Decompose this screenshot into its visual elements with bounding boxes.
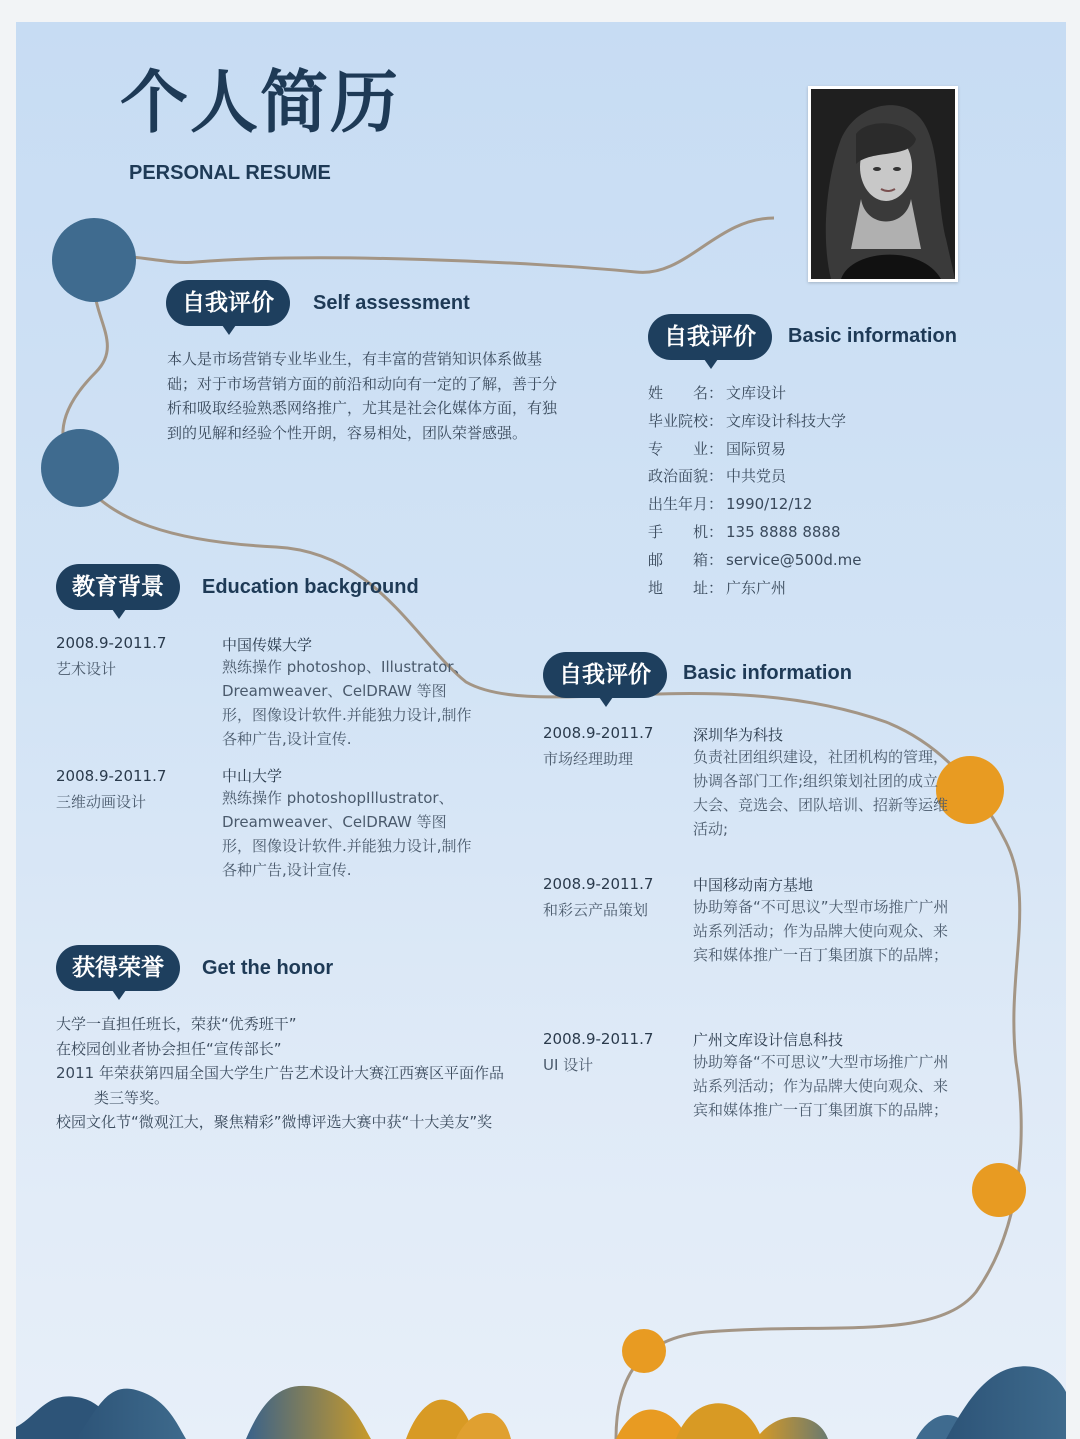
experience-date: 2008.9-2011.7 (543, 1030, 654, 1048)
education-school: 中山大学 (222, 767, 283, 785)
education-desc: 熟练操作 photoshopIllustrator、Dreamweaver、CelDRAW 等图形，图像设计软件.并能独力设计,制作各种广告,设计宣传. (222, 789, 472, 879)
info-row-politics (648, 465, 786, 486)
deco-circle-blue-1 (52, 218, 136, 302)
info-label: 姓 名： (648, 384, 724, 402)
info-label: 出生年月： (648, 495, 724, 513)
education-heading: 教育背景 (56, 564, 180, 610)
info-label: 专 业： (648, 440, 724, 458)
deco-circle-orange-2 (972, 1163, 1026, 1217)
info-label: 毕业院校： (648, 412, 724, 430)
experience-date: 2008.9-2011.7 (543, 724, 654, 742)
deco-mountain-7 (676, 1403, 762, 1439)
deco-mountain-8 (756, 1417, 828, 1439)
deco-circle-orange-3 (622, 1329, 666, 1373)
page-title: 个人简历 (120, 64, 401, 143)
education-date: 2008.9-2011.7 (56, 767, 167, 785)
experience-company: 广州文库设计信息科技 (693, 1031, 844, 1049)
education-desc: 熟练操作 photoshop、Illustrator、Dreamweaver、CelDRAW 等图形，图像设计软件.并能独力设计,制作各种广告,设计宣传. (222, 658, 472, 748)
experience-desc: 负责社团组织建设，社团机构的管理，协调各部门工作;组织策划社团的成立大会、竞选会、团队培训、招新等运维活动; (693, 748, 949, 838)
education-major: 艺术设计 (56, 660, 117, 678)
self-assessment-text: 本人是市场营销专业毕业生，有丰富的营销知识体系做基础；对于市场营销方面的前沿和动向有一定的了解，善于分析和吸取经验熟悉网络推广，尤其是社会化媒体方面，有独到的见解和经验个性开朗，容易相处，团队荣誉感强。 (167, 350, 558, 442)
experience-role: 和彩云产品策划 (543, 901, 649, 919)
info-row-address (648, 577, 786, 598)
info-value: 文库设计科技大学 (726, 412, 847, 430)
honor-item: 2011 年荣获第四届全国大学生广告艺术设计大赛江西赛区平面作品类三等奖。 (56, 1064, 504, 1107)
education-date: 2008.9-2011.7 (56, 634, 167, 652)
experience-company: 深圳华为科技 (693, 726, 784, 744)
info-label: 邮 箱： (648, 551, 724, 569)
deco-circle-blue-2 (41, 429, 119, 507)
portrait-photo-icon (811, 89, 955, 279)
info-value: 国际贸易 (726, 440, 787, 458)
info-row-email (648, 549, 862, 570)
info-value: 中共党员 (726, 467, 787, 485)
honor-item: 校园文化节“微观江大，聚焦精彩”微博评选大赛中获“十大美友”奖 (56, 1113, 493, 1131)
education-major: 三维动画设计 (56, 793, 147, 811)
experience-date: 2008.9-2011.7 (543, 875, 654, 893)
self-assessment-heading-en: Self assessment (313, 292, 470, 314)
info-value: 135 8888 8888 (726, 523, 841, 541)
deco-mountain-6 (616, 1409, 688, 1439)
basic-info-heading-en: Basic information (788, 325, 957, 347)
info-label: 政治面貌： (648, 467, 724, 485)
experience-desc: 协助筹备“不可思议”大型市场推广广州站系列活动；作为品牌大使向观众、来宾和媒体推广一百丁集团旗下的品牌； (693, 1053, 949, 1119)
info-row-phone (648, 521, 841, 542)
self-assessment-heading: 自我评价 (166, 280, 290, 326)
honor-item: 大学一直担任班长，荣获“优秀班干” (56, 1015, 297, 1033)
experience-heading: 自我评价 (543, 652, 667, 698)
info-value: 文库设计 (726, 384, 787, 402)
info-value: service@500d.me (726, 551, 862, 569)
info-row-birth (648, 493, 812, 514)
honor-list (56, 1012, 506, 1135)
info-value: 广东广州 (726, 579, 787, 597)
resume-page (16, 22, 1066, 1439)
deco-mountain-3 (246, 1386, 371, 1439)
info-value: 1990/12/12 (726, 495, 813, 513)
experience-role: UI 设计 (543, 1056, 594, 1074)
basic-info-heading: 自我评价 (648, 314, 772, 360)
experience-desc: 协助筹备“不可思议”大型市场推广广州站系列活动；作为品牌大使向观众、来宾和媒体推广一百丁集团旗下的品牌； (693, 898, 949, 964)
info-row-name (648, 382, 786, 403)
experience-company: 中国移动南方基地 (693, 876, 814, 894)
info-row-major (648, 438, 786, 459)
info-row-school (648, 410, 846, 431)
experience-heading-en: Basic information (683, 662, 852, 684)
experience-role: 市场经理助理 (543, 750, 634, 768)
honor-item: 在校园创业者协会担任“宣传部长” (56, 1039, 282, 1058)
info-label: 手 机： (648, 523, 724, 541)
deco-mountain-10 (946, 1366, 1066, 1439)
honor-heading-en: Get the honor (202, 957, 334, 979)
education-heading-en: Education background (202, 576, 419, 598)
education-school: 中国传媒大学 (222, 636, 313, 654)
info-label: 地 址： (648, 579, 724, 597)
portrait-photo (808, 86, 958, 282)
page-subtitle: PERSONAL RESUME (129, 162, 331, 184)
honor-heading: 获得荣誉 (56, 945, 180, 991)
